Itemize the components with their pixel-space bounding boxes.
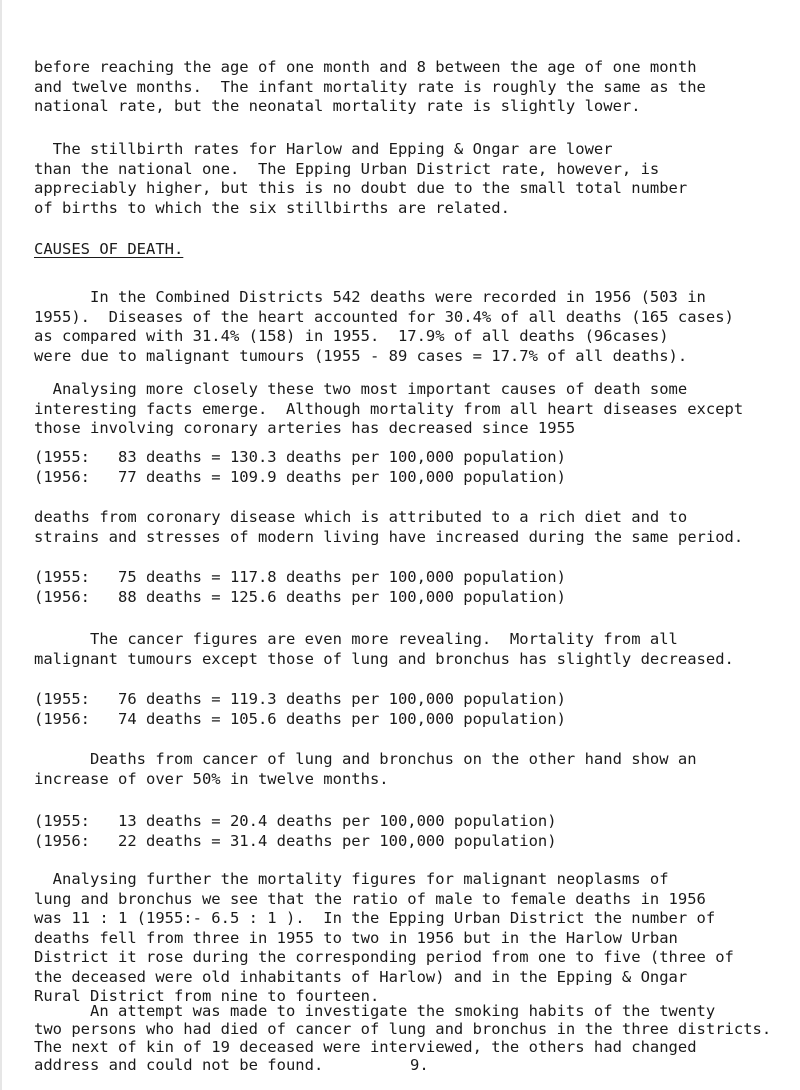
- paragraph-combined-districts: In the Combined Districts 542 deaths were recorded in 1956 (503 in 1955). Diseases of the heart accounted for 30.4% of all deaths (165 cases) as compared with 31.4% (158) in 1955. 17.9% of all deaths (96cases) were due to malignant tumours (1955 - 89 cases = 17.7% of all deaths).: [34, 288, 734, 365]
- paragraph-analysing-causes: Analysing more closely these two most important causes of death some interesting facts emerge. Although mortality from all heart diseases except those involving coronary arteries has decreased since 1955: [34, 380, 744, 437]
- page-number: 9.: [410, 1056, 429, 1074]
- page-edge-shadow: [0, 0, 2, 1090]
- paragraph-neoplasm-analysis: Analysing further the mortality figures for malignant neoplasms of lung and bronchus we see that the ratio of male to female deaths in 1956 was 11 : 1 (1955:- 6.5 : 1 ). In the Epping Urban District the number of deaths fell from three in 1955 to two in 1956 but in the Harlow Urban District it rose during the corresponding period from one to five (three of the deceased were old inhabitants of Harlow) and in the Epping & Ongar Rural District from nine to fourteen.: [34, 870, 734, 1005]
- paragraph-coronary-disease: deaths from coronary disease which is attributed to a rich diet and to strains and stresses of modern living have increased during the same period.: [34, 508, 744, 546]
- stats-malignant-tumours: (1955: 76 deaths = 119.3 deaths per 100,000 population) (1956: 74 deaths = 105.6 deaths per 100,000 population): [34, 690, 566, 728]
- paragraph-stillbirth-rates: The stillbirth rates for Harlow and Epping & Ongar are lower than the national one. The Epping Urban District rate, however, is appreciably higher, but this is no doubt due to the small total number of births to which the six stillbirths are related.: [34, 140, 688, 217]
- stats-heart-disease: (1955: 83 deaths = 130.3 deaths per 100,000 population) (1956: 77 deaths = 109.9 deaths per 100,000 population): [34, 448, 566, 486]
- stats-coronary-disease: (1955: 75 deaths = 117.8 deaths per 100,000 population) (1956: 88 deaths = 125.6 deaths per 100,000 population): [34, 568, 566, 606]
- paragraph-lung-cancer: Deaths from cancer of lung and bronchus on the other hand show an increase of over 50% in twelve months.: [34, 750, 697, 788]
- paragraph-infant-mortality: before reaching the age of one month and 8 between the age of one month and twelve months. The infant mortality rate is roughly the same as the national rate, but the neonatal mortality rate is slightly lower.: [34, 58, 706, 115]
- stats-lung-cancer: (1955: 13 deaths = 20.4 deaths per 100,000 population) (1956: 22 deaths = 31.4 deaths per 100,000 population): [34, 812, 557, 850]
- paragraph-smoking-habits: An attempt was made to investigate the smoking habits of the twenty two persons who had died of cancer of lung and bronchus in the three districts. The next of kin of 19 deceased were interviewed, the others had changed address and could not be found.: [34, 1002, 772, 1074]
- paragraph-cancer-figures: The cancer figures are even more revealing. Mortality from all malignant tumours except those of lung and bronchus has slightly decreased.: [34, 630, 734, 668]
- section-heading-causes-of-death: CAUSES OF DEATH.: [34, 240, 184, 258]
